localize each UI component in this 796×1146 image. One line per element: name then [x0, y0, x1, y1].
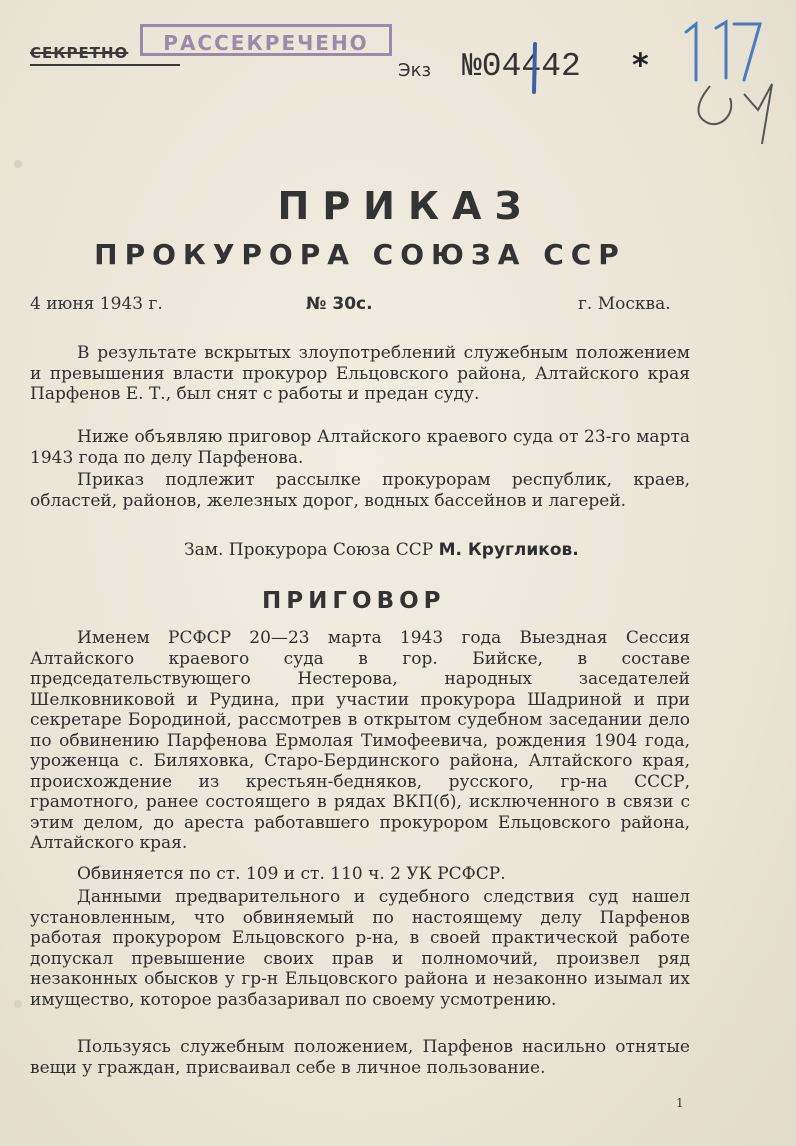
- order-paragraph: Приказ подлежит рассылке прокурорам республик, краев, областей, районов, железных дорог, водных бассейнов и лагерей.: [30, 470, 690, 511]
- blue-pencil-mark: [528, 40, 542, 96]
- signature: [184, 540, 579, 560]
- verdict-title: ПРИГОВОР: [262, 588, 446, 614]
- punch-hole: [14, 1000, 22, 1008]
- verdict-paragraph: Именем РСФСР 20—23 марта 1943 года Выездная Сессия Алтайского краевого суда в гор. Бийске, в составе председательствующего Нестерова, народных заседателей Шелковниковой и Рудина, при участии прокурора Шадриной и при секретаре Бородиной, рассмотрев в открытом судебном заседании дело по обвинению Парфенова Ермолая Тимофеевича, рождения 1904 года, уроженца с. Биляховка, Старо-Бердинского района, Алтайского края, происхождение из крестьян-бедняков, русского, гр-на СССР, грамотного, ранее состоящего в рядах ВКП(б), исключенного в связи с этим делом, до ареста работавшего прокурором Ельцовского района, Алтайского края.: [30, 628, 690, 853]
- punch-hole: [14, 160, 22, 168]
- order-date: 4 июня 1943 г.: [30, 294, 163, 314]
- order-number: № 30с.: [306, 294, 373, 314]
- secret-mark: СЕКРЕТНО: [30, 44, 129, 62]
- handwritten-annotation: [640, 14, 790, 154]
- verdict-paragraph: Обвиняется по ст. 109 и ст. 110 ч. 2 УК РСФСР.: [77, 864, 506, 884]
- document-title: ПРИКАЗ: [277, 184, 535, 228]
- copy-star: *: [632, 46, 649, 84]
- page-number: 1: [676, 1096, 684, 1110]
- copy-label: Экз: [398, 60, 432, 81]
- order-paragraph: В результате вскрытых злоупотреблений служебным положением и превышения власти прокурор Ельцовского района, Алтайского края Парфенов Е. Т., был снят с работы и предан суду.: [30, 343, 690, 404]
- order-city: г. Москва.: [578, 294, 671, 314]
- order-paragraph: Ниже объявляю приговор Алтайского краевого суда от 23-го марта 1943 года по делу Парфенова.: [30, 427, 690, 468]
- copy-number: №04442: [462, 48, 581, 85]
- verdict-paragraph: Пользуясь служебным положением, Парфенов насильно отнятые вещи у граждан, присваивал себе в личное пользование.: [30, 1037, 690, 1078]
- verdict-paragraph: Данными предварительного и судебного следствия суд нашел установленным, что обвиняемый по настоящему делу Парфенов работая прокурором Ельцовского р-на, в своей практической работе допускал превышение своих прав и полномочий, произвел ряд незаконных обысков у гр-н Ельцовского района и незаконно изымал их имущество, которое разбазаривал по своему усмотрению.: [30, 887, 690, 1010]
- signature-name: М. Кругликов.: [438, 540, 579, 560]
- secret-underline: [30, 64, 180, 66]
- document-subtitle: ПРОКУРОРА СОЮЗА ССР: [94, 238, 626, 271]
- signature-position: Зам. Прокурора Союза ССР: [184, 540, 434, 560]
- declassified-stamp: РАССЕКРЕЧЕНО: [140, 24, 392, 56]
